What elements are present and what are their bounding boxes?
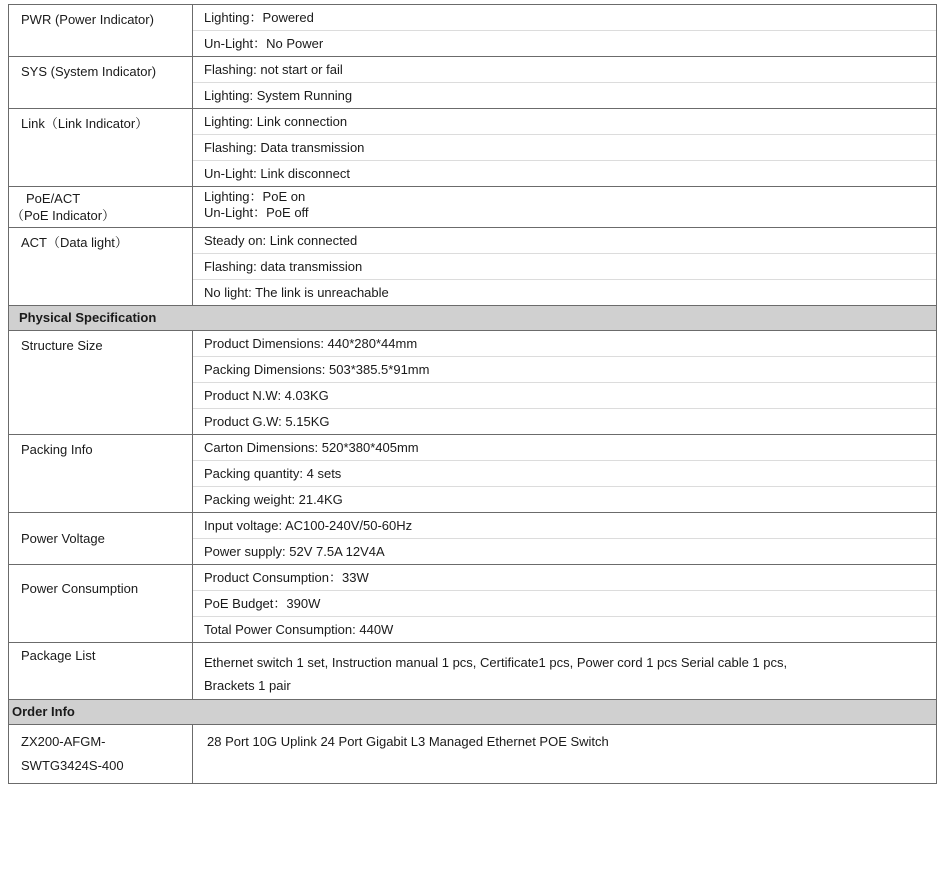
row-label: Power Consumption [21,581,139,596]
value-line: Lighting: System Running [204,88,353,103]
value-line: No light: The link is unreachable [204,285,389,300]
row-label: Package List [21,648,96,663]
value-line: Product Consumption：33W [193,565,936,591]
value-line: Un-Light：No Power [204,36,324,51]
spec-row-power-consumption [9,565,937,643]
value-line: Lighting：Powered [193,5,936,31]
row-label: Packing Info [21,442,93,457]
product-description: 28 Port 10G Uplink 24 Port Gigabit L3 Managed Ethernet POE Switch [207,734,609,749]
value-line: Packing Dimensions: 503*385.5*91mm [193,357,936,383]
model-number-cont: SWTG3424S-400 [21,758,124,773]
value-line: Total Power Consumption: 440W [204,622,394,637]
spec-row-order [9,725,937,784]
spec-row-link [9,109,937,187]
row-label: Link（Link Indicator） [21,116,149,131]
value-line: Packing quantity: 4 sets [193,461,936,487]
value-line: Product N.W: 4.03KG [193,383,936,409]
value-line: Product G.W: 5.15KG [204,414,330,429]
value-line: Packing weight: 21.4KG [204,492,343,507]
spec-table [8,4,937,784]
model-number: ZX200-AFGM- [21,734,106,749]
spec-row-packing-info [9,435,937,513]
value-line: Ethernet switch 1 set, Instruction manual 1 pcs, Certificate1 pcs, Power cord 1 pcs Serial cable 1 pcs, [204,655,788,670]
spec-row-sys [9,57,937,109]
spec-row-poe [9,187,937,228]
section-header-order [9,700,937,725]
value-line: Flashing: not start or fail [193,57,936,83]
value-line: Flashing: Data transmission [193,135,936,161]
value-line: Product Dimensions: 440*280*44mm [193,331,936,357]
spec-row-structure-size [9,331,937,435]
value-line: Un-Light: Link disconnect [204,166,350,181]
section-title: Order Info [9,700,937,725]
row-label: Structure Size [21,338,103,353]
spec-row-package-list [9,643,937,700]
row-label: ACT（Data light） [21,235,128,250]
row-label: PWR (Power Indicator) [21,12,154,27]
value-line: Input voltage: AC100-240V/50-60Hz [193,513,936,539]
value-line: Steady on: Link connected [193,228,936,254]
value-line: PoE Budget：390W [193,591,936,617]
value-line: Brackets 1 pair [204,678,291,693]
value-line: Lighting: Link connection [193,109,936,135]
row-label: Power Voltage [21,531,105,546]
value-line: Un-Light：PoE off [204,205,309,220]
section-header-physical [9,306,937,331]
spec-row-power-voltage [9,513,937,565]
value-line: Power supply: 52V 7.5A 12V4A [204,544,385,559]
section-title: Physical Specification [9,306,937,331]
spec-row-act [9,228,937,306]
row-label-sub: （PoE Indicator） [11,208,116,223]
value-line: Flashing: data transmission [193,254,936,280]
value-line: Lighting：PoE on [204,189,306,204]
value-line: Carton Dimensions: 520*380*405mm [193,435,936,461]
spec-row-pwr [9,5,937,57]
row-label: SYS (System Indicator) [21,64,157,79]
row-label: PoE/ACT [26,191,81,206]
